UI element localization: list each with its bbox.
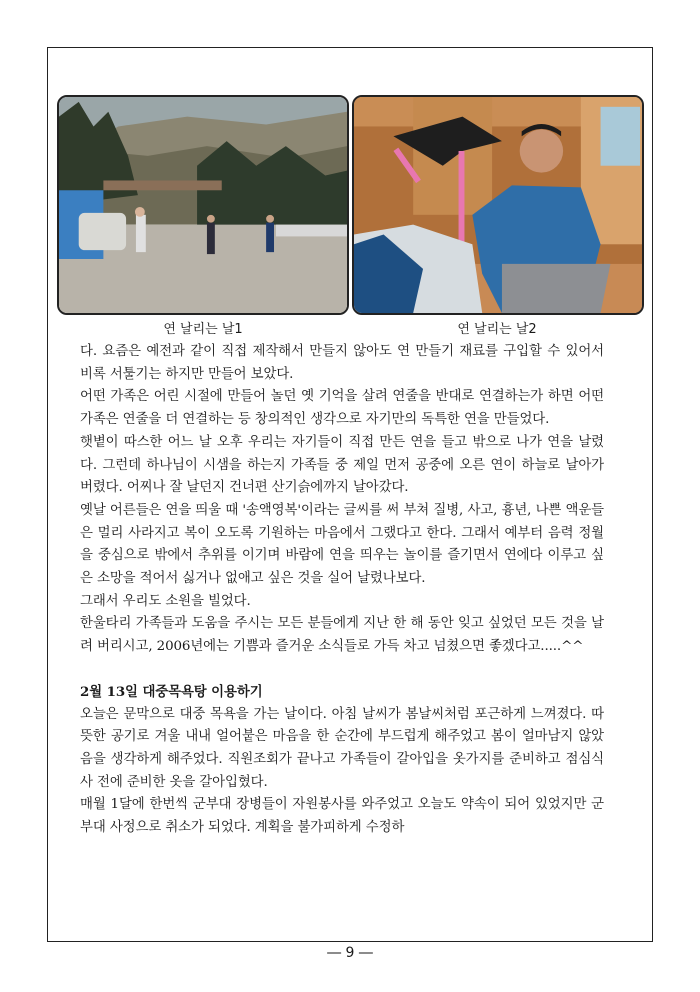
photo-kite-day-2 (352, 95, 644, 315)
paragraph: 그래서 우리도 소원을 빌었다. (80, 593, 251, 609)
paragraph: 한울타리 가족들과 도움을 주시는 모든 분들에게 지난 한 해 동안 잊고 싶었던 모든 것을 날려 버리시고, 2006년에는 기쁨과 즐거운 소식들로 가득 차고 넘쳤으면 좋겠다고.....^^ (80, 616, 604, 655)
article-body (80, 341, 604, 840)
paragraph: 다. 요즘은 예전과 같이 직접 제작해서 만들지 않아도 연 만들기 재료를 구입할 수 있어서 비록 서툴기는 하지만 만들어 보았다. (80, 344, 604, 382)
section-spacer (80, 659, 604, 681)
photo-caption-1: 연 날리는 날1 (163, 322, 243, 337)
indoor-kite-man-image (354, 97, 642, 313)
paragraph: 어떤 가족은 어린 시절에 만들어 놀던 옛 기억을 살려 연줄을 반대로 연결하는가 하면 어떤 가족은 연줄을 더 연결하는 등 창의적인 생각으로 자기만의 독특한 연을 만들었다. (80, 389, 604, 428)
paragraph: 오늘은 문막으로 대중 목욕을 가는 날이다. 아침 날씨가 봄날씨처럼 포근하게 느껴졌다. 따뜻한 공기로 겨울 내내 얼어붙은 마음을 한 순간에 부드럽게 해주었고 봄이 얼마남지 않았음을 생각하게 해주었다. 직원조회가 끝나고 가족들이 갈아입을 옷가지를 준비하고 점심식사 전에 준비한 옷을 갈아입혔다. (80, 706, 604, 790)
outdoor-kite-scene-image (59, 97, 347, 313)
page-number: ― 9 ― (327, 945, 373, 961)
paragraph: 햇볕이 따스한 어느 날 오후 우리는 자기들이 직접 만든 연을 들고 밖으로 나가 연을 날렸다. 그런데 하나님이 시샘을 하는지 가족들 중 제일 먼저 공중에 오른 연이 하늘로 날아가 버렸다. 어찌나 잘 날던지 건너편 산기슭에까지 날아갔다. (80, 434, 604, 496)
paragraph: 매월 1달에 한번씩 군부대 장병들이 자원봉사를 와주었고 오늘도 약속이 되어 있었지만 군부대 사정으로 취소가 되었다. 계획을 불가피하게 수정하 (80, 797, 604, 836)
photo-kite-day-1 (57, 95, 349, 315)
photo-caption-2: 연 날리는 날2 (457, 322, 537, 337)
section-heading: 2월 13일 대중목욕탕 이용하기 (80, 683, 263, 700)
paragraph: 옛날 어른들은 연을 띄울 때 '송액영복'이라는 글씨를 써 부쳐 질병, 사고, 흉년, 나쁜 액운들은 멀리 사라지고 복이 오도록 기원하는 마음에서 그랬다고 한다. 그래서 예부터 음력 정월을 중심으로 밖에서 추위를 이기며 바람에 연을 띄우는 놀이를 즐기면서 연에다 이루고 싶은 소망을 적어서 싫거나 없애고 싶은 것을 실어 날렸나보다. (80, 502, 604, 587)
